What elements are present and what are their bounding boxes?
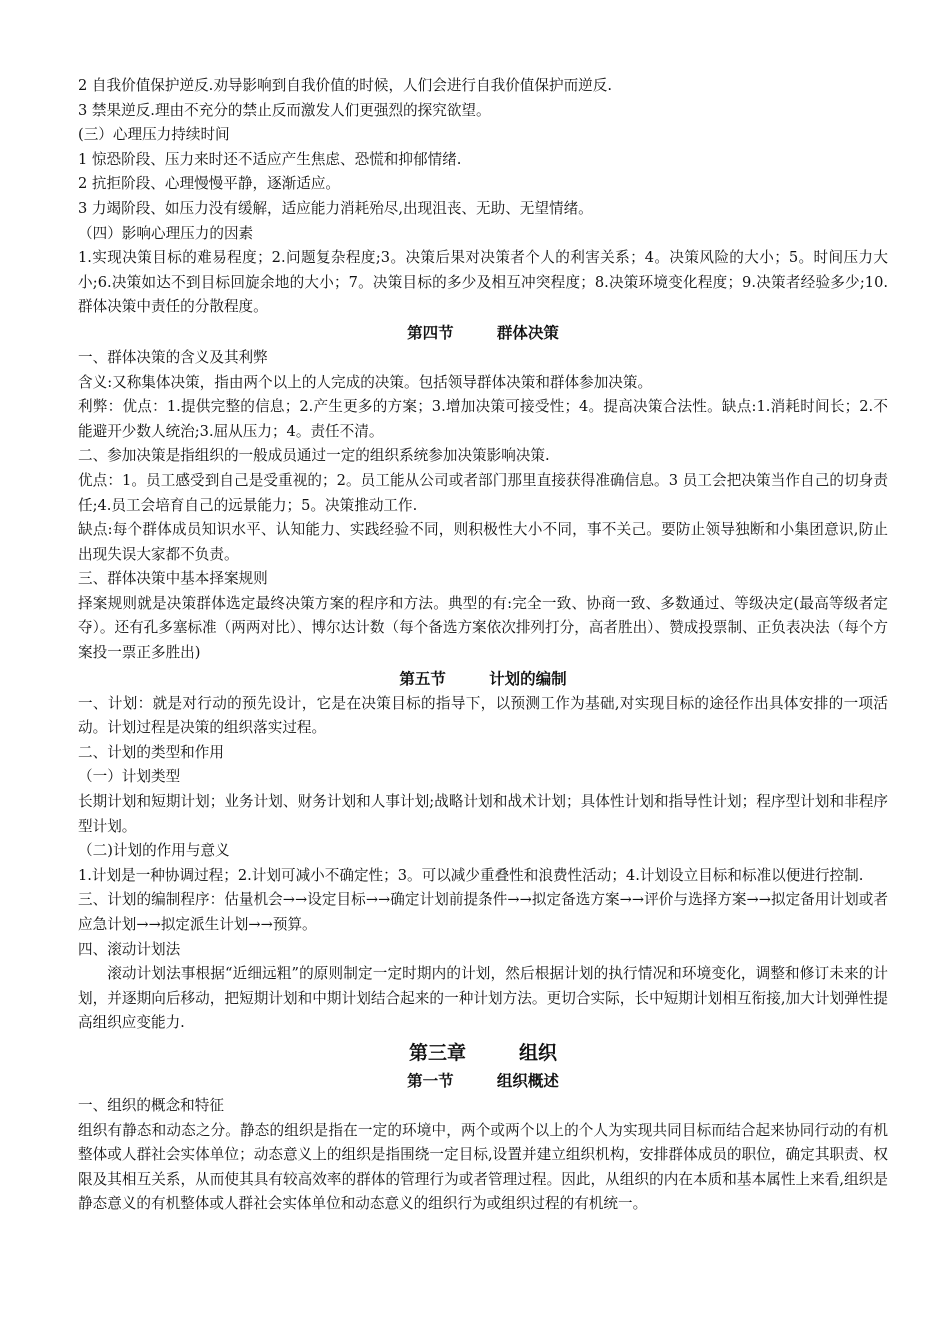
subheading: 二、计划的类型和作用 xyxy=(78,743,224,761)
subheading: 二、参加决策是指组织的一般成员通过一定的组织系统参加决策影响决策. xyxy=(78,447,550,465)
subheading: 一、群体决策的含义及其利弊 xyxy=(78,348,268,366)
chapter-heading: 第三章 组织 xyxy=(409,1041,557,1064)
section-heading: 第四节 群体决策 xyxy=(407,323,559,342)
paragraph: 优点：1。员工感受到自己是受重视的；2。员工能从公司或者部门那里直接获得准确信息。3 员工会把决策当作自己的切身责任;4.员工会培育自己的远景能力；5。决策推动工作. xyxy=(78,471,888,514)
paragraph: 滚动计划法事根据“近细远粗”的原则制定一定时期内的计划，然后根据计划的执行情况和环境变化，调整和修订未来的计划，并逐期向后移动，把短期计划和中期计划结合起来的一种计划方法。更切合实际，长中短期计划相互衔接,加大计划弹性提高组织应变能力. xyxy=(78,965,888,1032)
subheading: 四、滚动计划法 xyxy=(78,940,181,958)
paragraph: 1 惊恐阶段、压力来时还不适应产生焦虑、恐慌和抑郁情绪. xyxy=(78,150,462,168)
paragraph: 缺点:每个群体成员知识水平、认知能力、实践经验不同，则积极性大小不同，事不关己。要防止领导独断和小集团意识,防止出现失误大家都不负责。 xyxy=(78,521,888,563)
subheading: （四）影响心理压力的因素 xyxy=(78,224,254,242)
subheading: （一）计划类型 xyxy=(78,768,181,786)
paragraph: 含义:又称集体决策，指由两个以上的人完成的决策。包括领导群体决策和群体参加决策。 xyxy=(78,373,653,391)
subheading: 三、群体决策中基本择案规则 xyxy=(78,570,268,588)
paragraph: 组织有静态和动态之分。静态的组织是指在一定的环境中，两个或两个以上的个人为实现共同目标而结合起来协同行动的有机整体或人群社会实体单位；动态意义上的组织是指围绕一定目标,设置并建立组织机构，安排群体成员的职位，确定其职责、权限及其相互关系，从而使其具有较高效率的群体的管理行为或者管理过程。因此，从组织的内在本质和基本属性上来看,组织是静态意义的有机整体或人群社会实体单位和动态意义的组织行为或组织过程的有机统一。 xyxy=(78,1121,888,1213)
paragraph: 3 力竭阶段、如压力没有缓解，适应能力消耗殆尽,出现沮丧、无助、无望情绪。 xyxy=(78,199,593,217)
paragraph: 1.实现决策目标的难易程度；2.问题复杂程度;3。决策后果对决策者个人的利害关系；4。决策风险的大小；5。时间压力大小;6.决策如达不到目标回旋余地的大小；7。决策目标的多少及相互冲突程度；8.决策环境变化程度；9.决策者经验多少;10.群体决策中责任的分散程度。 xyxy=(78,249,888,316)
paragraph: 三、计划的编制程序：估量机会→→设定目标→→确定计划前提条件→→拟定备选方案→→评价与选择方案→→拟定备用计划或者应急计划→→拟定派生计划→→预算。 xyxy=(78,891,888,933)
document-page xyxy=(78,74,888,1217)
paragraph: 3 禁果逆反.理由不充分的禁止反而激发人们更强烈的探究欲望。 xyxy=(78,101,491,119)
paragraph: 1.计划是一种协调过程；2.计划可减小不确定性；3。可以减少重叠性和浪费性活动；4.计划设立目标和标准以便进行控制. xyxy=(78,866,864,884)
section-heading: 第五节 计划的编制 xyxy=(399,669,567,688)
subheading: 一、组织的概念和特征 xyxy=(78,1096,224,1114)
subheading: （二)计划的作用与意义 xyxy=(78,842,230,860)
paragraph: 利弊：优点：1.提供完整的信息；2.产生更多的方案；3.增加决策可接受性；4。提高决策合法性。缺点:1.消耗时间长；2.不能避开少数人统治;3.屈从压力；4。责任不清。 xyxy=(78,398,888,440)
paragraph: 2 自我价值保护逆反.劝导影响到自我价值的时候，人们会进行自我价值保护而逆反. xyxy=(78,77,612,94)
paragraph: 长期计划和短期计划；业务计划、财务计划和人事计划;战略计划和战术计划；具体性计划和指导性计划；程序型计划和非程序型计划。 xyxy=(78,793,888,835)
paragraph: 2 抗拒阶段、心理慢慢平静，逐渐适应。 xyxy=(78,175,341,193)
paragraph: 择案规则就是决策群体选定最终决策方案的程序和方法。典型的有:完全一致、协商一致、多数通过、等级决定(最高等级者定夺）。还有孔多塞标准（两两对比）、博尔达计数（每个备选方案依次排列打分，高者胜出）、赞成投票制、正负表决法（每个方案投一票正多胜出) xyxy=(78,594,888,662)
paragraph: 一、计划：就是对行动的预先设计，它是在决策目标的指导下，以预测工作为基础,对实现目标的途径作出具体安排的一项活动。计划过程是决策的组织落实过程。 xyxy=(78,694,888,737)
subheading: (三）心理压力持续时间 xyxy=(78,126,230,144)
section-heading: 第一节 组织概述 xyxy=(407,1071,559,1090)
